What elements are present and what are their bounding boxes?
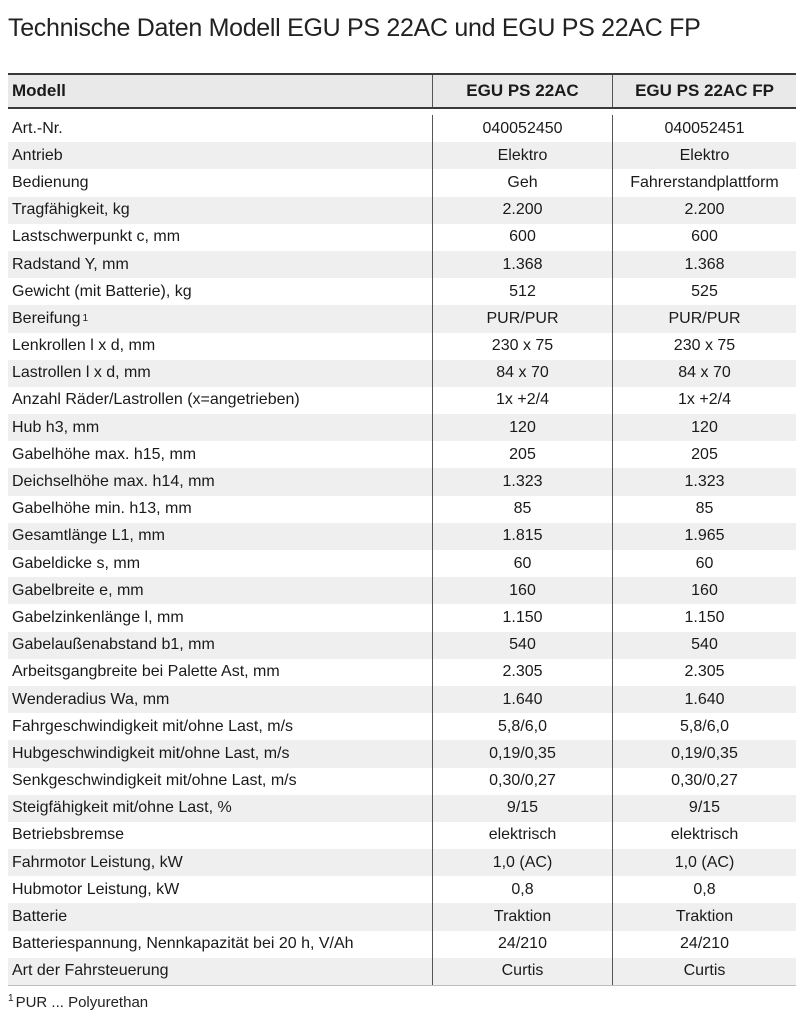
row-label-text: Gesamtlänge L1, mm bbox=[12, 527, 165, 545]
value-egu-ps-22ac: 24/210 bbox=[432, 931, 612, 958]
row-label-text: Antrieb bbox=[12, 146, 63, 164]
row-label bbox=[8, 604, 432, 631]
row-label bbox=[8, 278, 432, 305]
value-egu-ps-22ac-fp: 5,8/6,0 bbox=[612, 713, 796, 740]
row-label-text: Bedienung bbox=[12, 173, 89, 191]
value-egu-ps-22ac-fp: 1.150 bbox=[612, 604, 796, 631]
value-egu-ps-22ac-fp: elektrisch bbox=[612, 822, 796, 849]
value-egu-ps-22ac: 205 bbox=[432, 441, 612, 468]
table-body bbox=[8, 115, 796, 985]
row-label bbox=[8, 197, 432, 224]
row-label bbox=[8, 387, 432, 414]
value-egu-ps-22ac: 9/15 bbox=[432, 795, 612, 822]
value-egu-ps-22ac: 0,30/0,27 bbox=[432, 768, 612, 795]
row-label-text: Batterie bbox=[12, 908, 68, 926]
row-label bbox=[8, 333, 432, 360]
row-label bbox=[8, 360, 432, 387]
row-label bbox=[8, 550, 432, 577]
row-label-text: Lastrollen l x d, mm bbox=[12, 364, 151, 382]
table-row bbox=[8, 333, 796, 360]
value-egu-ps-22ac: 1,0 (AC) bbox=[432, 849, 612, 876]
value-egu-ps-22ac-fp: 24/210 bbox=[612, 931, 796, 958]
header-model: Modell bbox=[12, 81, 66, 100]
row-label bbox=[8, 686, 432, 713]
table-row bbox=[8, 822, 796, 849]
value-egu-ps-22ac-fp: 0,19/0,35 bbox=[612, 740, 796, 767]
value-egu-ps-22ac-fp: 84 x 70 bbox=[612, 360, 796, 387]
value-egu-ps-22ac: 2.305 bbox=[432, 659, 612, 686]
page-title: Technische Daten Modell EGU PS 22AC und EGU PS 22AC FP bbox=[8, 14, 701, 42]
value-egu-ps-22ac-fp: 1,0 (AC) bbox=[612, 849, 796, 876]
value-egu-ps-22ac-fp: Elektro bbox=[612, 142, 796, 169]
value-egu-ps-22ac-fp: 120 bbox=[612, 414, 796, 441]
value-egu-ps-22ac-fp: 2.200 bbox=[612, 197, 796, 224]
row-label: Bereifung 1 bbox=[12, 309, 89, 327]
header-egu-ps-22ac: EGU PS 22AC bbox=[432, 75, 612, 107]
table-row bbox=[8, 740, 796, 767]
row-label-text: Senkgeschwindigkeit mit/ohne Last, m/s bbox=[12, 772, 297, 790]
value-egu-ps-22ac: elektrisch bbox=[432, 822, 612, 849]
row-label bbox=[8, 224, 432, 251]
row-label-text: Batteriespannung, Nennkapazität bei 20 h, V/Ah bbox=[12, 935, 354, 953]
row-label-text: Art der Fahrsteuerung bbox=[12, 962, 169, 980]
row-label-text: Gabelaußenabstand b1, mm bbox=[12, 636, 215, 654]
table-row bbox=[8, 224, 796, 251]
table-row bbox=[8, 142, 796, 169]
table-row bbox=[8, 903, 796, 930]
row-label-text: Art.-Nr. bbox=[12, 119, 63, 137]
row-label bbox=[8, 903, 432, 930]
value-egu-ps-22ac: Traktion bbox=[432, 903, 612, 930]
value-egu-ps-22ac: 5,8/6,0 bbox=[432, 713, 612, 740]
header-egu-ps-22ac-fp: EGU PS 22AC FP bbox=[612, 75, 796, 107]
row-label-text: Tragfähigkeit, kg bbox=[12, 201, 130, 219]
value-egu-ps-22ac: 0,19/0,35 bbox=[432, 740, 612, 767]
table-row bbox=[8, 686, 796, 713]
table-row bbox=[8, 849, 796, 876]
row-label bbox=[8, 251, 432, 278]
table-row bbox=[8, 876, 796, 903]
value-egu-ps-22ac-fp: Curtis bbox=[612, 958, 796, 985]
value-egu-ps-22ac-fp: 205 bbox=[612, 441, 796, 468]
row-label bbox=[8, 468, 432, 495]
row-label bbox=[8, 795, 432, 822]
table-row bbox=[8, 496, 796, 523]
table-row bbox=[8, 604, 796, 631]
row-label bbox=[8, 713, 432, 740]
row-label-text: Arbeitsgangbreite bei Palette Ast, mm bbox=[12, 663, 280, 681]
value-egu-ps-22ac-fp: 600 bbox=[612, 224, 796, 251]
row-label bbox=[8, 523, 432, 550]
table-row bbox=[8, 441, 796, 468]
row-label-text: Gewicht (mit Batterie), kg bbox=[12, 282, 192, 300]
value-egu-ps-22ac-fp: 0,8 bbox=[612, 876, 796, 903]
value-egu-ps-22ac-fp: 540 bbox=[612, 632, 796, 659]
value-egu-ps-22ac-fp: Fahrerstandplattform bbox=[612, 169, 796, 196]
value-egu-ps-22ac: 120 bbox=[432, 414, 612, 441]
value-egu-ps-22ac: 0,8 bbox=[432, 876, 612, 903]
row-label-text: Gabelzinkenlänge l, mm bbox=[12, 608, 184, 626]
row-label bbox=[8, 496, 432, 523]
value-egu-ps-22ac: 600 bbox=[432, 224, 612, 251]
row-label bbox=[8, 740, 432, 767]
value-egu-ps-22ac-fp: 0,30/0,27 bbox=[612, 768, 796, 795]
table-header bbox=[8, 73, 796, 109]
row-label-text: Hubmotor Leistung, kW bbox=[12, 880, 180, 898]
table-row bbox=[8, 659, 796, 686]
table-row bbox=[8, 468, 796, 495]
row-label-text: Steigfähigkeit mit/ohne Last, % bbox=[12, 799, 232, 817]
row-label bbox=[8, 414, 432, 441]
value-egu-ps-22ac: 1x +2/4 bbox=[432, 387, 612, 414]
value-egu-ps-22ac: 230 x 75 bbox=[432, 333, 612, 360]
value-egu-ps-22ac-fp: 1.640 bbox=[612, 686, 796, 713]
row-label-text: Radstand Y, mm bbox=[12, 255, 129, 273]
value-egu-ps-22ac: 2.200 bbox=[432, 197, 612, 224]
table-row bbox=[8, 115, 796, 142]
row-label-text: Deichselhöhe max. h14, mm bbox=[12, 473, 215, 491]
table-row bbox=[8, 768, 796, 795]
row-label-text: Gabelhöhe max. h15, mm bbox=[12, 445, 197, 463]
table-row bbox=[8, 795, 796, 822]
table-bottom-rule bbox=[8, 985, 796, 986]
value-egu-ps-22ac-fp: 60 bbox=[612, 550, 796, 577]
row-label bbox=[8, 441, 432, 468]
footnote bbox=[8, 994, 148, 1011]
table-row bbox=[8, 169, 796, 196]
row-label-text: Wenderadius Wa, mm bbox=[12, 690, 170, 708]
value-egu-ps-22ac: PUR/PUR bbox=[432, 305, 612, 332]
row-label-text: Lastschwerpunkt c, mm bbox=[12, 228, 181, 246]
row-label bbox=[8, 659, 432, 686]
row-label-text: Gabelbreite e, mm bbox=[12, 581, 144, 599]
value-egu-ps-22ac: 1.323 bbox=[432, 468, 612, 495]
table-row bbox=[8, 414, 796, 441]
value-egu-ps-22ac: Curtis bbox=[432, 958, 612, 985]
table-row bbox=[8, 577, 796, 604]
row-label-text: Fahrgeschwindigkeit mit/ohne Last, m/s bbox=[12, 717, 294, 735]
table-row bbox=[8, 523, 796, 550]
value-egu-ps-22ac-fp: 160 bbox=[612, 577, 796, 604]
table-row bbox=[8, 958, 796, 985]
value-egu-ps-22ac: 512 bbox=[432, 278, 612, 305]
row-label-text: Hub h3, mm bbox=[12, 418, 100, 436]
row-label-text: Hubgeschwindigkeit mit/ohne Last, m/s bbox=[12, 744, 290, 762]
row-label bbox=[8, 768, 432, 795]
table-row bbox=[8, 305, 796, 332]
value-egu-ps-22ac: 1.150 bbox=[432, 604, 612, 631]
row-label bbox=[8, 142, 432, 169]
row-label bbox=[8, 876, 432, 903]
value-egu-ps-22ac: 1.815 bbox=[432, 523, 612, 550]
value-egu-ps-22ac: Elektro bbox=[432, 142, 612, 169]
row-label-text: Bereifung bbox=[12, 309, 81, 327]
value-egu-ps-22ac-fp: 525 bbox=[612, 278, 796, 305]
value-egu-ps-22ac-fp: 1.965 bbox=[612, 523, 796, 550]
table-row bbox=[8, 550, 796, 577]
table-row bbox=[8, 278, 796, 305]
table-row bbox=[8, 360, 796, 387]
row-label bbox=[8, 577, 432, 604]
value-egu-ps-22ac: 040052450 bbox=[432, 115, 612, 142]
row-label-text: Lenkrollen l x d, mm bbox=[12, 337, 156, 355]
row-label bbox=[8, 931, 432, 958]
row-label bbox=[8, 822, 432, 849]
footnote-text: PUR ... Polyurethan bbox=[15, 994, 149, 1011]
value-egu-ps-22ac-fp: 040052451 bbox=[612, 115, 796, 142]
value-egu-ps-22ac: 60 bbox=[432, 550, 612, 577]
row-label-text: Fahrmotor Leistung, kW bbox=[12, 853, 183, 871]
row-label-text: Anzahl Räder/Lastrollen (x=angetrieben) bbox=[12, 391, 300, 409]
value-egu-ps-22ac-fp: 230 x 75 bbox=[612, 333, 796, 360]
value-egu-ps-22ac: 160 bbox=[432, 577, 612, 604]
row-label-text: Gabeldicke s, mm bbox=[12, 554, 141, 572]
value-egu-ps-22ac-fp: 85 bbox=[612, 496, 796, 523]
table-row bbox=[8, 632, 796, 659]
value-egu-ps-22ac-fp: Traktion bbox=[612, 903, 796, 930]
value-egu-ps-22ac: 1.640 bbox=[432, 686, 612, 713]
row-label bbox=[8, 169, 432, 196]
row-label bbox=[8, 958, 432, 985]
value-egu-ps-22ac-fp: 1.368 bbox=[612, 251, 796, 278]
value-egu-ps-22ac: 85 bbox=[432, 496, 612, 523]
value-egu-ps-22ac-fp: 9/15 bbox=[612, 795, 796, 822]
row-label bbox=[8, 115, 432, 142]
value-egu-ps-22ac-fp: 1.323 bbox=[612, 468, 796, 495]
value-egu-ps-22ac: 540 bbox=[432, 632, 612, 659]
table-row bbox=[8, 713, 796, 740]
table-row bbox=[8, 931, 796, 958]
value-egu-ps-22ac: 1.368 bbox=[432, 251, 612, 278]
spec-table bbox=[8, 73, 796, 986]
value-egu-ps-22ac: 84 x 70 bbox=[432, 360, 612, 387]
table-row bbox=[8, 251, 796, 278]
value-egu-ps-22ac: Geh bbox=[432, 169, 612, 196]
table-row bbox=[8, 197, 796, 224]
value-egu-ps-22ac-fp: PUR/PUR bbox=[612, 305, 796, 332]
row-label-text: Betriebsbremse bbox=[12, 826, 125, 844]
table-row bbox=[8, 387, 796, 414]
value-egu-ps-22ac-fp: 2.305 bbox=[612, 659, 796, 686]
row-label bbox=[8, 632, 432, 659]
row-label-text: Gabelhöhe min. h13, mm bbox=[12, 500, 192, 518]
row-label bbox=[8, 849, 432, 876]
value-egu-ps-22ac-fp: 1x +2/4 bbox=[612, 387, 796, 414]
footnote-marker: 1 bbox=[8, 993, 14, 1004]
